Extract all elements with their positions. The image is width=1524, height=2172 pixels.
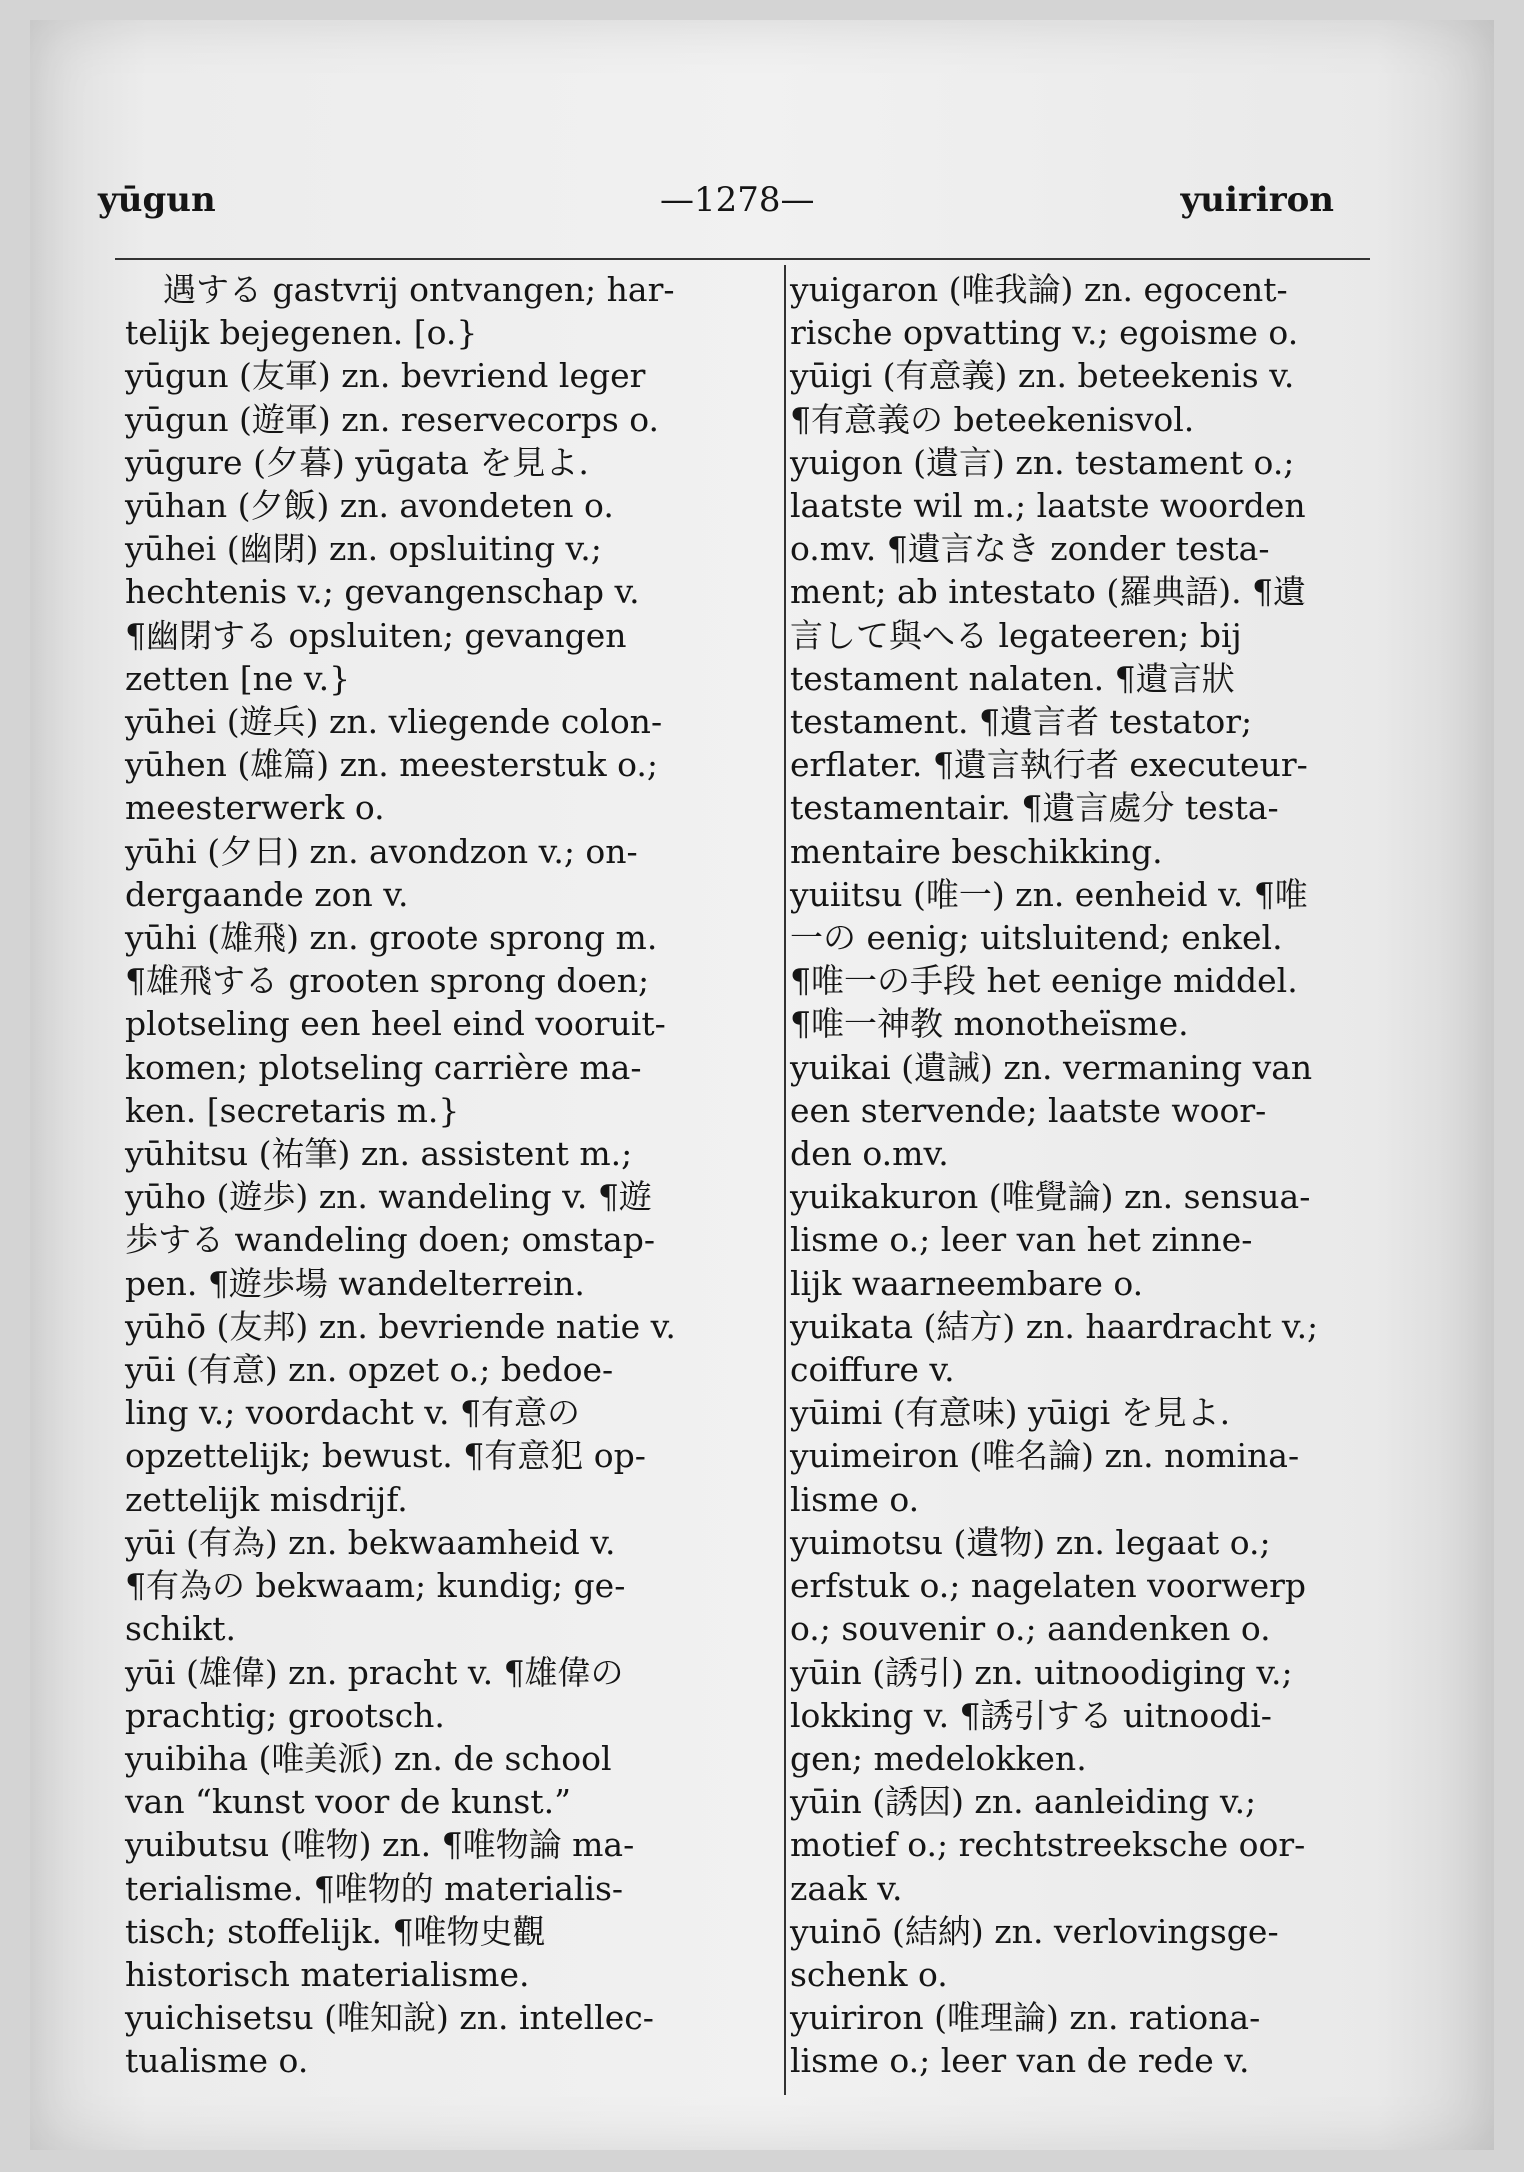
header-right-guide-word: yuiriron [1180, 180, 1334, 220]
dictionary-line: den o.mv. [790, 1134, 949, 1174]
dictionary-line: telijk bejegenen. [o.} [125, 313, 478, 353]
dictionary-line: ken. [secretaris m.} [125, 1090, 460, 1130]
dictionary-line: mentaire beschikking. [790, 831, 1163, 871]
dictionary-line: yuimotsu (遺物) zn. legaat o.; [790, 1522, 1271, 1562]
left-column [125, 268, 755, 2083]
dictionary-line: yūi (有為) zn. bekwaamheid v. [125, 1522, 616, 1562]
dictionary-line: terialisme. ¶唯物的 materialis- [125, 1868, 624, 1908]
dictionary-line: tualisme o. [125, 2041, 309, 2081]
dictionary-line: yūhan (夕飯) zn. avondeten o. [125, 486, 614, 526]
dictionary-line: erfstuk o.; nagelaten voorwerp [790, 1566, 1307, 1606]
dictionary-line: yūgun (友軍) zn. bevriend leger [125, 356, 646, 396]
dictionary-line: yūhei (幽閉) zn. opsluiting v.; [125, 529, 602, 569]
dictionary-line: zaak v. [790, 1868, 903, 1908]
dictionary-line: zetten [ne v.} [125, 658, 351, 698]
dictionary-line: ling v.; voordacht v. ¶有意の [125, 1393, 580, 1433]
dictionary-line: yuiitsu (唯一) zn. eenheid v. ¶唯 [790, 874, 1308, 914]
dictionary-line: zettelijk misdrijf. [125, 1479, 408, 1519]
dictionary-line: lokking v. ¶誘引する uitnoodi- [790, 1695, 1272, 1735]
header-rule [115, 258, 1370, 260]
dictionary-line: ¶幽閉する opsluiten; gevangen [125, 615, 627, 655]
dictionary-page [30, 20, 1494, 2150]
dictionary-line: yuigaron (唯我論) zn. egocent- [790, 270, 1288, 309]
dictionary-line: yuibiha (唯美派) zn. de school [125, 1738, 612, 1778]
dictionary-line: yūhi (夕日) zn. avondzon v.; on- [125, 831, 638, 871]
dictionary-line: yūi (雄偉) zn. pracht v. ¶雄偉の [125, 1652, 624, 1692]
dictionary-line: yuiriron (唯理論) zn. rationa- [790, 1998, 1261, 2038]
dictionary-line: ment; ab intestato (羅典語). ¶遺 [790, 572, 1307, 612]
dictionary-line: testament nalaten. ¶遺言狀 [790, 658, 1235, 698]
dictionary-line: ¶唯一の手段 het eenige middel. [790, 961, 1298, 1001]
dictionary-line: yūgun (遊軍) zn. reservecorps o. [125, 399, 660, 439]
dictionary-line: lisme o.; leer van het zinne- [790, 1220, 1253, 1260]
dictionary-line: 歩する wandeling doen; omstap- [125, 1220, 655, 1260]
dictionary-line: yūhitsu (祐筆) zn. assistent m.; [125, 1134, 633, 1174]
dictionary-line: yuigon (遺言) zn. testament o.; [790, 442, 1295, 482]
dictionary-line: yuibutsu (唯物) zn. ¶唯物論 ma- [125, 1825, 635, 1865]
dictionary-line: yuikakuron (唯覺論) zn. sensua- [790, 1177, 1311, 1217]
page-number: —1278— [660, 180, 815, 220]
dictionary-line: testament. ¶遺言者 testator; [790, 702, 1253, 742]
dictionary-line: yūhei (遊兵) zn. vliegende colon- [125, 702, 663, 742]
dictionary-line: yuikata (結方) zn. haardracht v.; [790, 1306, 1319, 1346]
dictionary-line: ¶雄飛する grooten sprong doen; [125, 961, 650, 1001]
dictionary-line: historisch materialisme. [125, 1954, 530, 1994]
dictionary-line: 言して與へる legateeren; bij [790, 615, 1242, 655]
dictionary-line: rische opvatting v.; egoisme o. [790, 313, 1299, 353]
dictionary-line: hechtenis v.; gevangenschap v. [125, 572, 640, 612]
dictionary-line: yūgure (夕暮) yūgata を見よ. [125, 442, 589, 482]
dictionary-line: plotseling een heel eind vooruit- [125, 1004, 666, 1044]
dictionary-line: yuimeiron (唯名論) zn. nomina- [790, 1436, 1300, 1476]
dictionary-line: yūin (誘因) zn. aanleiding v.; [790, 1782, 1257, 1822]
dictionary-line: pen. ¶遊歩場 wandelterrein. [125, 1263, 585, 1303]
dictionary-line: ¶唯一神教 monotheïsme. [790, 1004, 1189, 1044]
dictionary-line: gen; medelokken. [790, 1738, 1087, 1778]
dictionary-line: testamentair. ¶遺言處分 testa- [790, 788, 1279, 828]
dictionary-line: lisme o. [790, 1479, 920, 1519]
dictionary-line: yuinō (結納) zn. verlovingsge- [790, 1911, 1279, 1951]
dictionary-line: lijk waarneembare o. [790, 1263, 1144, 1303]
header-left-guide-word: yūgun [98, 180, 216, 220]
dictionary-line: schenk o. [790, 1954, 948, 1994]
dictionary-line: erflater. ¶遺言執行者 executeur- [790, 745, 1308, 785]
dictionary-line: lisme o.; leer van de rede v. [790, 2041, 1250, 2081]
dictionary-line: dergaande zon v. [125, 874, 409, 914]
dictionary-line: ¶有為の bekwaam; kundig; ge- [125, 1566, 626, 1606]
dictionary-line: van “kunst voor de kunst.” [125, 1782, 571, 1822]
dictionary-line: komen; plotseling carrière ma- [125, 1047, 642, 1087]
dictionary-line: tisch; stoffelijk. ¶唯物史觀 [125, 1911, 546, 1951]
dictionary-line: yuichisetsu (唯知說) zn. intellec- [125, 1998, 654, 2038]
dictionary-line: 一の eenig; uitsluitend; enkel. [790, 918, 1283, 958]
dictionary-line: yūhi (雄飛) zn. groote sprong m. [125, 918, 658, 958]
dictionary-line: 遇する gastvrij ontvangen; har- [163, 270, 675, 309]
dictionary-line: o.mv. ¶遺言なき zonder testa- [790, 529, 1270, 569]
dictionary-line: meesterwerk o. [125, 788, 385, 828]
dictionary-line: een stervende; laatste woor- [790, 1090, 1267, 1130]
dictionary-line: coiffure v. [790, 1350, 955, 1390]
dictionary-line: yūho (遊歩) zn. wandeling v. ¶遊 [125, 1177, 652, 1217]
dictionary-line: ¶有意義の beteekenisvol. [790, 399, 1195, 439]
dictionary-line: yūimi (有意味) yūigi を見よ. [790, 1393, 1231, 1433]
dictionary-line: yuikai (遺誡) zn. vermaning van [790, 1047, 1313, 1087]
dictionary-line: yūin (誘引) zn. uitnoodiging v.; [790, 1652, 1293, 1692]
dictionary-line: laatste wil m.; laatste woorden [790, 486, 1306, 526]
dictionary-line: yūhen (雄篇) zn. meesterstuk o.; [125, 745, 658, 785]
dictionary-line: yūhō (友邦) zn. bevriende natie v. [125, 1306, 676, 1346]
dictionary-line: yūigi (有意義) zn. beteekenis v. [790, 356, 1295, 396]
column-divider [784, 265, 786, 2095]
dictionary-line: schikt. [125, 1609, 236, 1649]
dictionary-line: yūi (有意) zn. opzet o.; bedoe- [125, 1350, 614, 1390]
right-column [790, 268, 1390, 2083]
dictionary-line: motief o.; rechtstreeksche oor- [790, 1825, 1306, 1865]
dictionary-line: opzettelijk; bewust. ¶有意犯 op- [125, 1436, 646, 1476]
dictionary-line: prachtig; grootsch. [125, 1695, 445, 1735]
dictionary-line: o.; souvenir o.; aandenken o. [790, 1609, 1271, 1649]
